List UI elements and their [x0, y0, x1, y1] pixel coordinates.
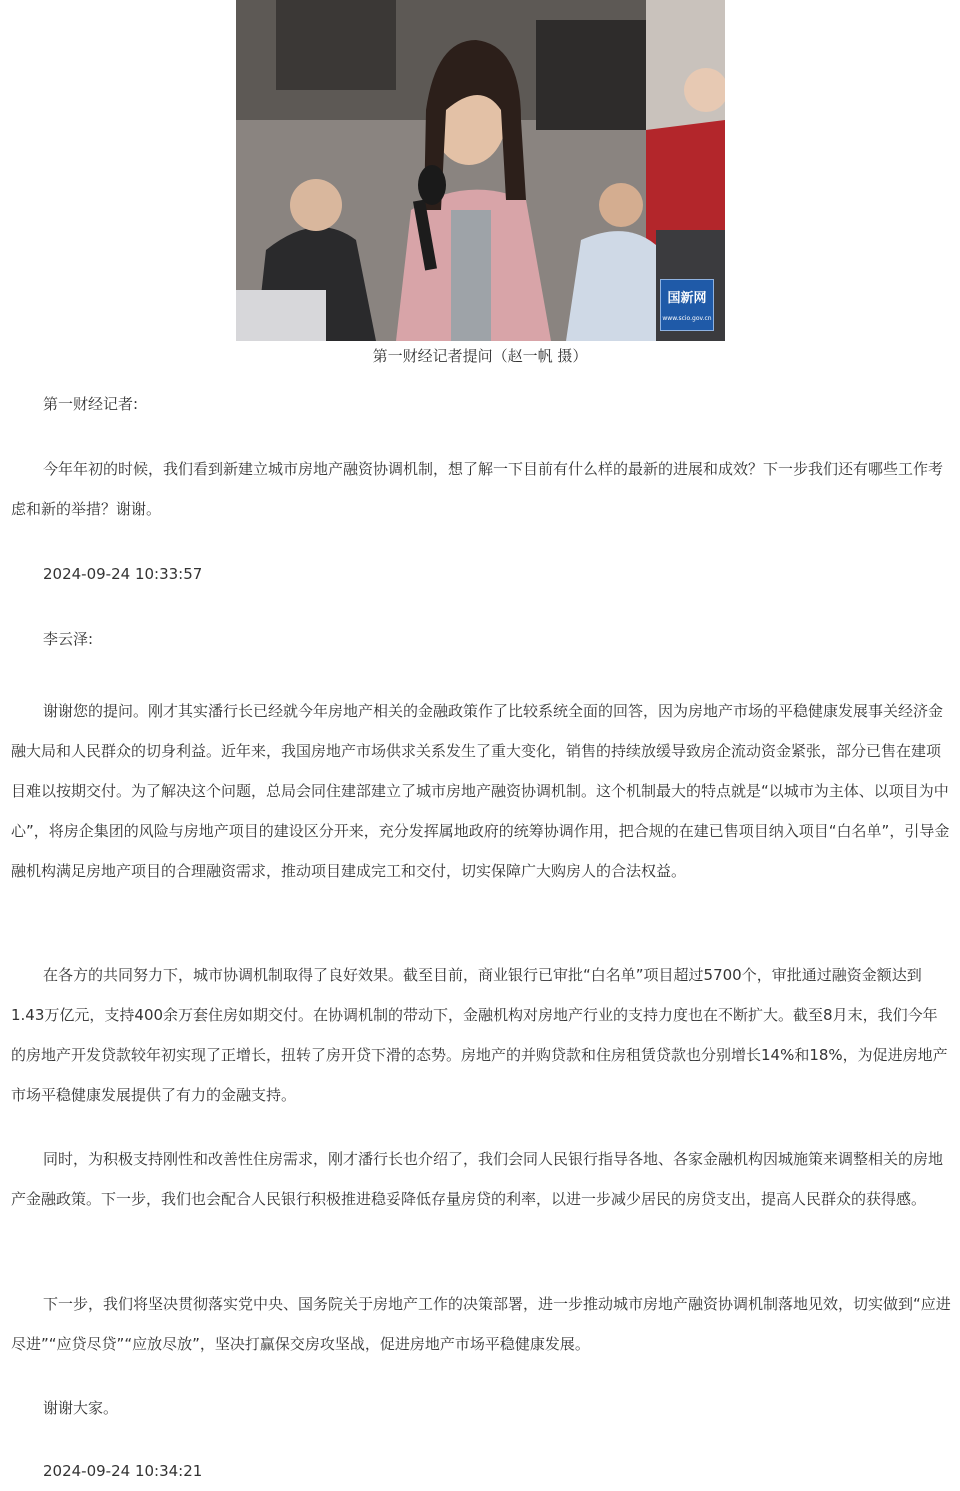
- watermark-logo: [660, 279, 714, 331]
- watermark-text: 国新网: [667, 291, 707, 306]
- photo-caption: 第一财经记者提问（赵一帆 摄）: [372, 347, 588, 365]
- question-paragraph: 今年年初的时候，我们看到新建立城市房地产融资协调机制，想了解一下目前有什么样的最新的进展和成效？下一步我们还有哪些工作考虑和新的举措？谢谢。: [11, 460, 944, 518]
- closing-line: 谢谢大家。: [43, 1399, 119, 1417]
- answer-paragraph: 在各方的共同努力下，城市协调机制取得了良好效果。截至目前，商业银行已审批“白名单”项目超过5700个，审批通过融资金额达到1.43万亿元，支持400余万套住房如期交付。在协调机制的带动下，金融机构对房地产行业的支持力度也在不断扩大。截至8月末，我们今年的房地产开发贷款较年初实现了正增长，扭转了房开贷下滑的态势。房地产的并购贷款和住房租赁贷款也分别增长14%和18%，为促进房地产市场平稳健康发展提供了有力的金融支持。: [11, 966, 948, 1104]
- press-conference-photo: [236, 0, 725, 341]
- answer-paragraph: 谢谢您的提问。刚才其实潘行长已经就今年房地产相关的金融政策作了比较系统全面的回答，因为房地产市场的平稳健康发展事关经济金融大局和人民群众的切身利益。近年来，我国房地产市场供求关系发生了重大变化，销售的持续放缓导致房企流动资金紧张，部分已售在建项目难以按期交付。为了解决这个问题，总局会同住建部建立了城市房地产融资协调机制。这个机制最大的特点就是“以城市为主体、以项目为中心”，将房企集团的风险与房地产项目的建设区分开来，充分发挥属地政府的统筹协调作用，把合规的在建已售项目纳入项目“白名单”，引导金融机构满足房地产项目的合理融资需求，推动项目建成完工和交付，切实保障广大购房人的合法权益。: [11, 702, 950, 880]
- watermark-url: www.scio.gov.cn: [662, 315, 712, 322]
- article-photo: [236, 0, 725, 341]
- speaker-label: 李云泽:: [43, 630, 94, 648]
- timestamp: 2024-09-24 10:33:57: [43, 565, 203, 583]
- timestamp: 2024-09-24 10:34:21: [43, 1462, 203, 1480]
- speaker-label: 第一财经记者:: [43, 395, 139, 413]
- answer-paragraph: 同时，为积极支持刚性和改善性住房需求，刚才潘行长也介绍了，我们会同人民银行指导各地、各家金融机构因城施策来调整相关的房地产金融政策。下一步，我们也会配合人民银行积极推进稳妥降低存量房贷的利率，以进一步减少居民的房贷支出，提高人民群众的获得感。: [11, 1150, 944, 1208]
- answer-paragraph: 下一步，我们将坚决贯彻落实党中央、国务院关于房地产工作的决策部署，进一步推动城市房地产融资协调机制落地见效，切实做到“应进尽进”“应贷尽贷”“应放尽放”，坚决打赢保交房攻坚战，促进房地产市场平稳健康发展。: [11, 1295, 951, 1353]
